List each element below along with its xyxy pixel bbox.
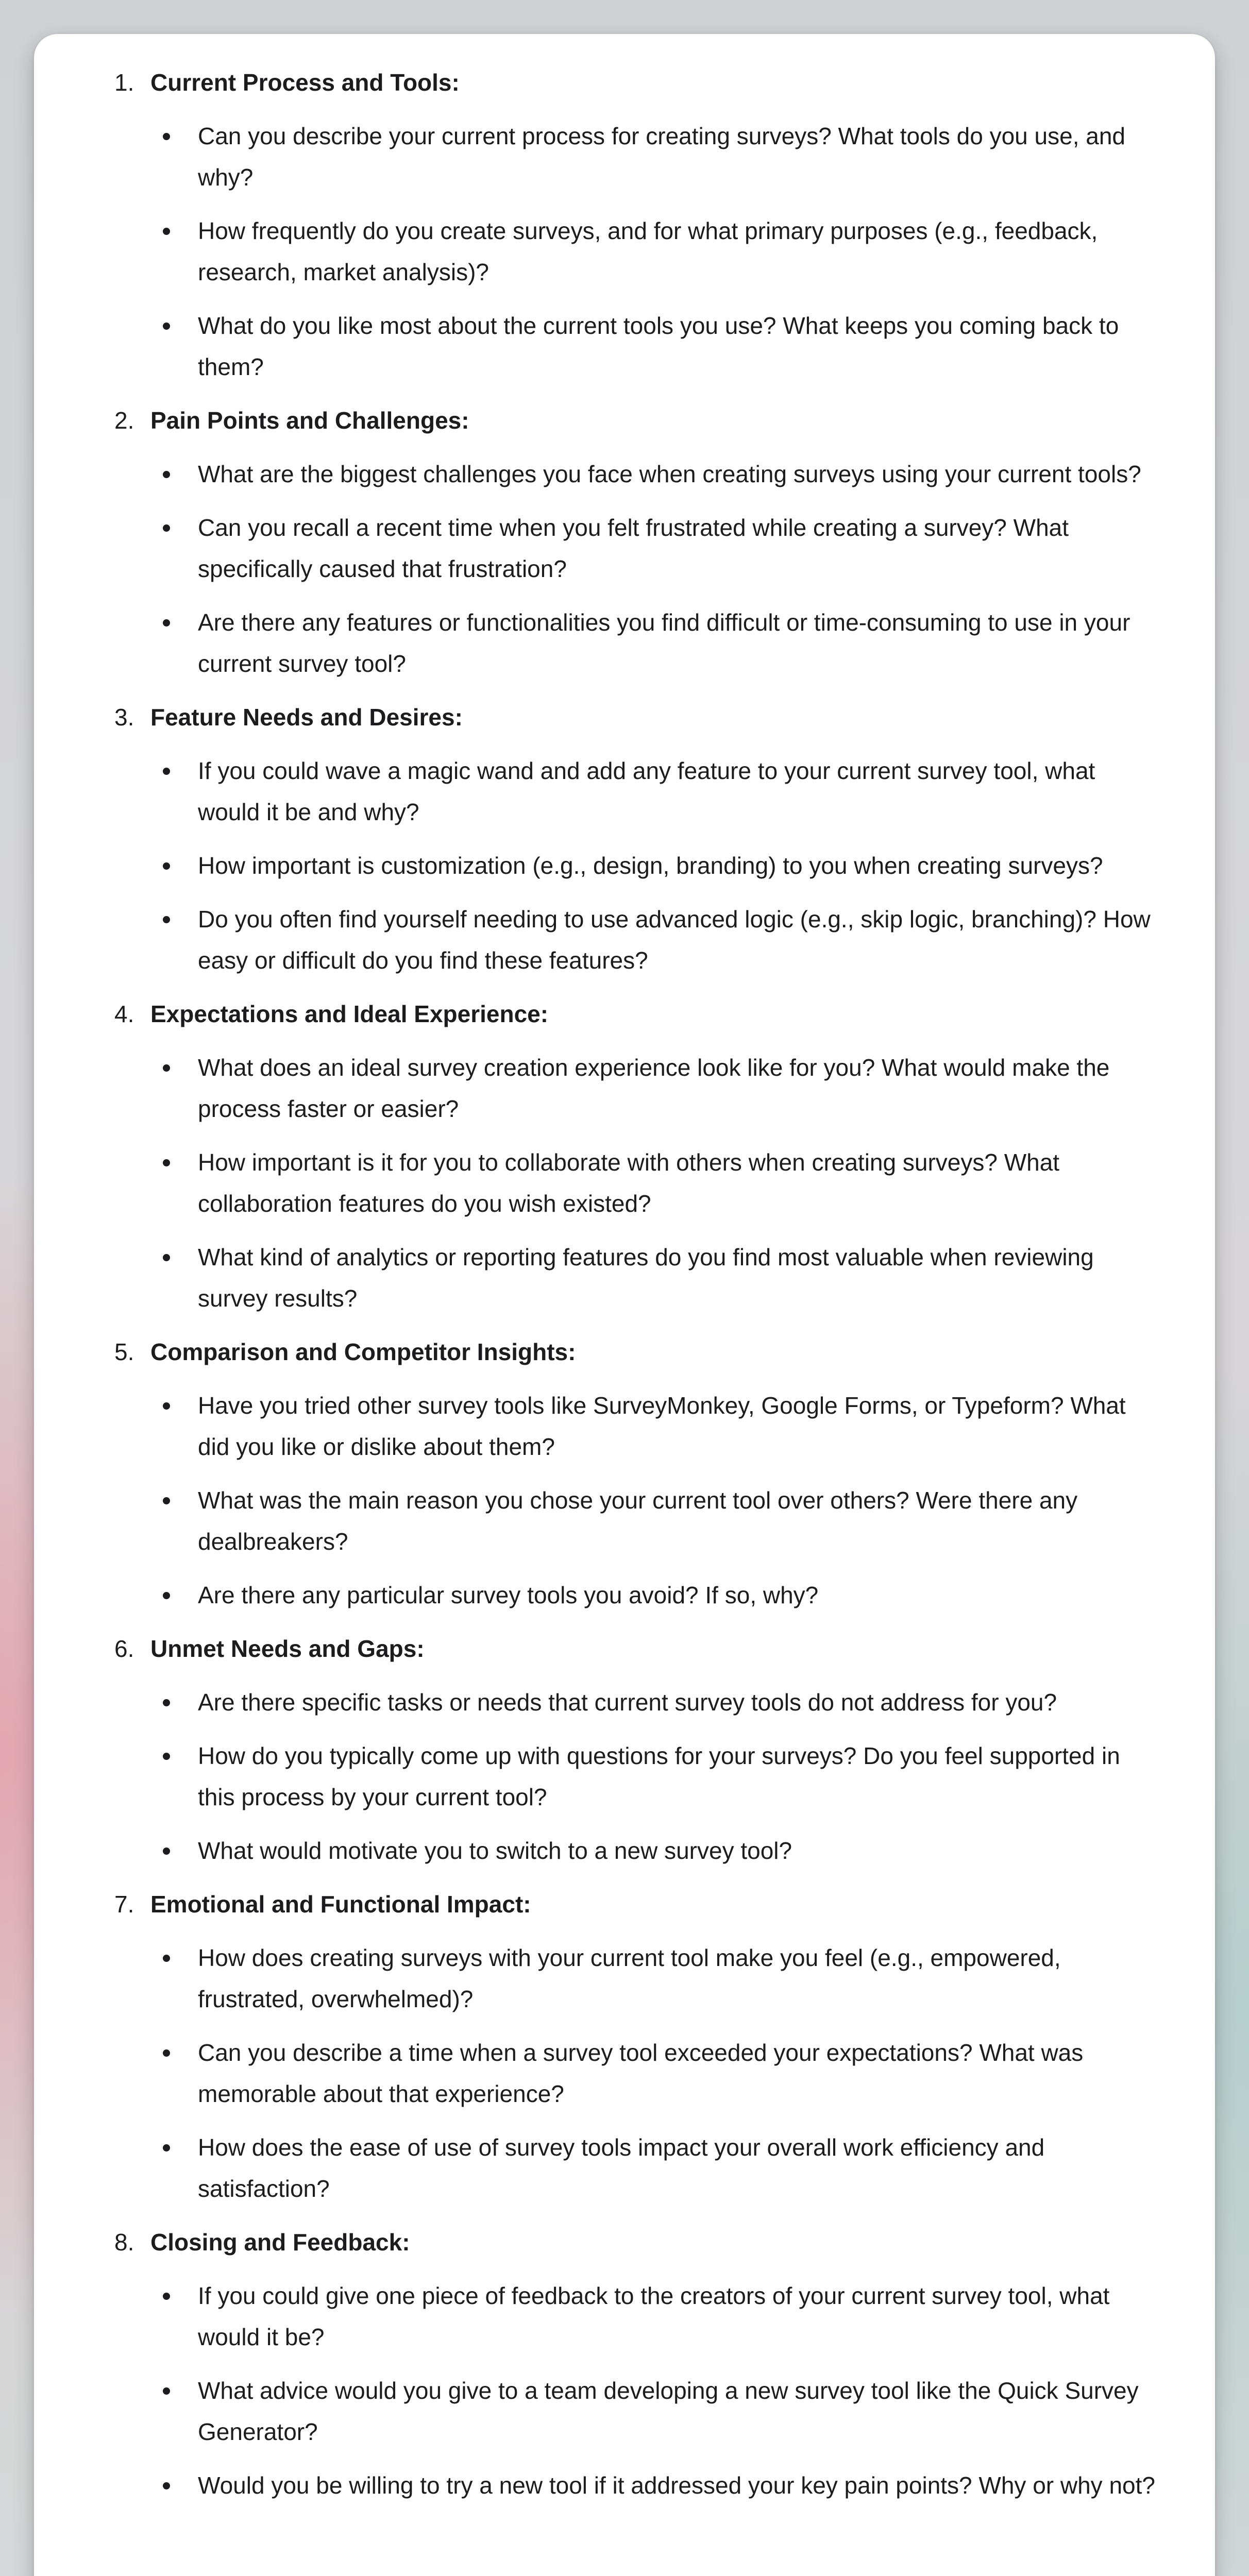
section-number: 2. bbox=[114, 407, 134, 434]
question-text: Are there any features or functionalities you find difficult or time-consuming to use in your current survey tool? bbox=[198, 609, 1130, 677]
list-item bbox=[34, 1824, 1215, 1877]
question-text: Are there specific tasks or needs that current survey tools do not address for you? bbox=[198, 1689, 1057, 1716]
section-4 bbox=[34, 987, 1215, 1325]
question-text: How frequently do you create surveys, and for what primary purposes (e.g., feedback, research, market analysis)? bbox=[198, 217, 1098, 285]
list-item bbox=[34, 1675, 1215, 1729]
section-title: Pain Points and Challenges: bbox=[150, 407, 469, 434]
question-text: What would motivate you to switch to a new survey tool? bbox=[198, 1837, 792, 1864]
bullet-icon bbox=[163, 619, 170, 626]
question-text: How does creating surveys with your current tool make you feel (e.g., empowered, frustrated, overwhelmed)? bbox=[198, 1944, 1061, 2012]
question-text: Are there any particular survey tools you avoid? If so, why? bbox=[198, 1582, 819, 1608]
bullet-icon bbox=[163, 228, 170, 235]
section-title: Current Process and Tools: bbox=[150, 69, 460, 96]
list-item bbox=[34, 2121, 1215, 2215]
section-title: Comparison and Competitor Insights: bbox=[150, 1338, 576, 1365]
bullet-icon bbox=[163, 524, 170, 532]
list-item bbox=[34, 299, 1215, 394]
section-heading bbox=[34, 56, 1215, 109]
section-number: 7. bbox=[114, 1891, 134, 1918]
question-text: Do you often find yourself needing to use advanced logic (e.g., skip logic, branching)? How easy or difficult do you find these features? bbox=[198, 906, 1151, 974]
bullet-icon bbox=[163, 1592, 170, 1599]
bullet-icon bbox=[163, 1254, 170, 1261]
question-text: Would you be willing to try a new tool if it addressed your key pain points? Why or why not? bbox=[198, 2472, 1155, 2499]
question-text: What does an ideal survey creation experience look like for you? What would make the process faster or easier? bbox=[198, 1054, 1110, 1122]
list-item bbox=[34, 204, 1215, 299]
question-list bbox=[34, 1931, 1215, 2215]
document-card bbox=[34, 34, 1215, 2576]
section-3 bbox=[34, 690, 1215, 987]
section-title: Emotional and Functional Impact: bbox=[150, 1891, 531, 1918]
question-text: If you could give one piece of feedback to the creators of your current survey tool, what would it be? bbox=[198, 2282, 1110, 2350]
question-list bbox=[34, 109, 1215, 394]
list-item bbox=[34, 1568, 1215, 1622]
section-number: 3. bbox=[114, 704, 134, 731]
list-item bbox=[34, 1136, 1215, 1230]
question-text: How important is it for you to collaborate with others when creating surveys? What collaboration features do you wish existed? bbox=[198, 1149, 1060, 1217]
question-text: If you could wave a magic wand and add any feature to your current survey tool, what would it be and why? bbox=[198, 757, 1095, 825]
bullet-icon bbox=[163, 862, 170, 870]
question-text: Can you describe a time when a survey tool exceeded your expectations? What was memorable about that experience? bbox=[198, 2039, 1084, 2107]
bullet-icon bbox=[163, 768, 170, 775]
list-item bbox=[34, 1379, 1215, 1473]
section-heading bbox=[34, 2215, 1215, 2269]
section-8 bbox=[34, 2215, 1215, 2512]
question-text: What kind of analytics or reporting features do you find most valuable when reviewing survey results? bbox=[198, 1244, 1094, 1312]
list-item bbox=[34, 2459, 1215, 2512]
section-number: 4. bbox=[114, 1001, 134, 1027]
list-item bbox=[34, 1041, 1215, 1136]
section-1 bbox=[34, 56, 1215, 394]
question-list bbox=[34, 1041, 1215, 1325]
interview-question-list bbox=[34, 56, 1215, 2512]
bullet-icon bbox=[163, 2387, 170, 2395]
list-item bbox=[34, 2269, 1215, 2364]
bullet-icon bbox=[163, 2144, 170, 2151]
list-item bbox=[34, 892, 1215, 987]
question-text: What are the biggest challenges you face when creating surveys using your current tools? bbox=[198, 461, 1141, 487]
list-item bbox=[34, 1931, 1215, 2026]
question-list bbox=[34, 744, 1215, 987]
bullet-icon bbox=[163, 1064, 170, 1072]
question-list bbox=[34, 1379, 1215, 1622]
question-list bbox=[34, 447, 1215, 690]
question-text: What do you like most about the current tools you use? What keeps you coming back to them? bbox=[198, 312, 1119, 380]
section-heading bbox=[34, 690, 1215, 744]
bullet-icon bbox=[163, 916, 170, 923]
section-title: Closing and Feedback: bbox=[150, 2229, 410, 2256]
bullet-icon bbox=[163, 323, 170, 330]
question-text: How does the ease of use of survey tools impact your overall work efficiency and satisfaction? bbox=[198, 2134, 1045, 2202]
bullet-icon bbox=[163, 2049, 170, 2057]
question-text: What was the main reason you chose your current tool over others? Were there any dealbreakers? bbox=[198, 1487, 1078, 1555]
bullet-icon bbox=[163, 1699, 170, 1706]
section-7 bbox=[34, 1877, 1215, 2215]
question-text: Can you describe your current process for creating surveys? What tools do you use, and why? bbox=[198, 123, 1126, 191]
question-text: How do you typically come up with questions for your surveys? Do you feel supported in this process by your current tool? bbox=[198, 1742, 1120, 1810]
question-text: Have you tried other survey tools like SurveyMonkey, Google Forms, or Typeform? What did you like or dislike about them? bbox=[198, 1392, 1126, 1460]
list-item bbox=[34, 839, 1215, 892]
question-text: Can you recall a recent time when you felt frustrated while creating a survey? What specifically caused that frustration? bbox=[198, 514, 1069, 582]
section-title: Feature Needs and Desires: bbox=[150, 704, 463, 731]
section-heading bbox=[34, 1325, 1215, 1379]
section-number: 6. bbox=[114, 1635, 134, 1662]
section-number: 5. bbox=[114, 1338, 134, 1365]
list-item bbox=[34, 1230, 1215, 1325]
list-item bbox=[34, 2026, 1215, 2121]
question-list bbox=[34, 1675, 1215, 1877]
section-title: Unmet Needs and Gaps: bbox=[150, 1635, 425, 1662]
question-list bbox=[34, 2269, 1215, 2512]
section-title: Expectations and Ideal Experience: bbox=[150, 1001, 549, 1027]
section-heading bbox=[34, 987, 1215, 1041]
bullet-icon bbox=[163, 1497, 170, 1504]
bullet-icon bbox=[163, 471, 170, 478]
list-item bbox=[34, 1729, 1215, 1824]
section-heading bbox=[34, 1877, 1215, 1931]
question-text: What advice would you give to a team developing a new survey tool like the Quick Survey Generator? bbox=[198, 2377, 1139, 2445]
list-item bbox=[34, 1473, 1215, 1568]
list-item bbox=[34, 447, 1215, 501]
bullet-icon bbox=[163, 2293, 170, 2300]
bullet-icon bbox=[163, 1402, 170, 1410]
list-item bbox=[34, 109, 1215, 204]
section-heading bbox=[34, 1622, 1215, 1675]
section-6 bbox=[34, 1622, 1215, 1877]
section-2 bbox=[34, 394, 1215, 690]
list-item bbox=[34, 2364, 1215, 2459]
bullet-icon bbox=[163, 133, 170, 140]
bullet-icon bbox=[163, 1848, 170, 1855]
section-heading bbox=[34, 394, 1215, 447]
bullet-icon bbox=[163, 2482, 170, 2489]
section-number: 1. bbox=[114, 69, 134, 96]
question-text: How important is customization (e.g., design, branding) to you when creating surveys? bbox=[198, 852, 1103, 879]
list-item bbox=[34, 501, 1215, 596]
bullet-icon bbox=[163, 1159, 170, 1166]
section-number: 8. bbox=[114, 2229, 134, 2256]
section-5 bbox=[34, 1325, 1215, 1622]
list-item bbox=[34, 596, 1215, 690]
bullet-icon bbox=[163, 1955, 170, 1962]
bullet-icon bbox=[163, 1753, 170, 1760]
list-item bbox=[34, 744, 1215, 839]
